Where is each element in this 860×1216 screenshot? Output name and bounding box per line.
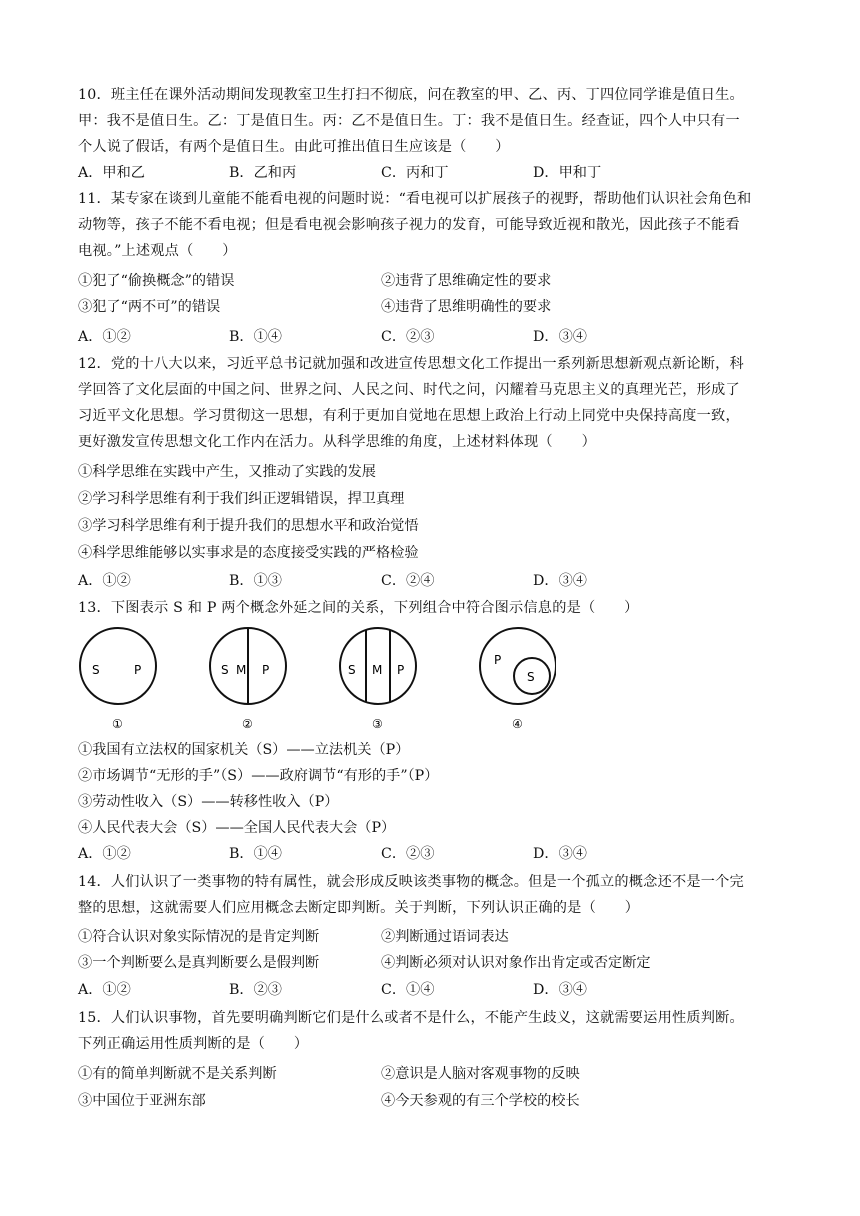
q12-stem-line-4: 更好激发宣传思想文化工作内在活力。从科学思维的角度，上述材料体现（ ） bbox=[78, 434, 596, 450]
q10-option-b[interactable]: B．乙和丙 bbox=[229, 165, 297, 181]
q14-option-a[interactable]: A．①② bbox=[78, 982, 131, 998]
q14-item-3: ③一个判断要么是真判断要么是假判断 bbox=[78, 955, 320, 971]
q15-item-1: ①有的简单判断就不是关系判断 bbox=[78, 1066, 277, 1082]
q13-item-3: ③劳动性收入（S）——转移性收入（P） bbox=[78, 794, 339, 810]
q10-option-a[interactable]: A．甲和乙 bbox=[78, 165, 145, 181]
q12-item-4: ④科学思维能够以实事求是的态度接受实践的严格检验 bbox=[78, 545, 419, 561]
q12-item-3: ③学习科学思维有利于提升我们的思想水平和政治觉悟 bbox=[78, 518, 419, 534]
q12-option-b[interactable]: B．①③ bbox=[229, 573, 282, 589]
q11-stem-line-3: 电视。”上述观点（ ） bbox=[78, 243, 237, 259]
q11-stem-line-1: 11．某专家在谈到儿童能不能看电视的问题时说：“看电视可以扩展孩子的视野，帮助他们认识社会角色和 bbox=[78, 191, 752, 207]
q15-item-4: ④今天参观的有三个学校的校长 bbox=[381, 1093, 580, 1109]
q14-item-1: ①符合认识对象实际情况的是肯定判断 bbox=[78, 929, 320, 945]
q15-item-3: ③中国位于亚洲东部 bbox=[78, 1093, 206, 1109]
diagram-4-label-p: P bbox=[494, 653, 502, 667]
diagram-1 bbox=[80, 628, 156, 731]
venn-diagram-figure bbox=[76, 624, 556, 732]
diagram-2-label-p: P bbox=[262, 663, 270, 677]
q14-item-2: ②判断通过语词表达 bbox=[381, 929, 509, 945]
q11-item-3: ③犯了“两不可”的错误 bbox=[78, 299, 221, 315]
q14-item-4: ④判断必须对认识对象作出肯定或否定断定 bbox=[381, 955, 651, 971]
q12-item-2: ②学习科学思维有利于我们纠正逻辑错误，捍卫真理 bbox=[78, 491, 405, 507]
q10-option-d[interactable]: D．甲和丁 bbox=[533, 165, 602, 181]
q13-stem-line-1: 13．下图表示 S 和 P 两个概念外延之间的关系，下列组合中符合图示信息的是（ ） bbox=[78, 600, 639, 616]
q12-stem-line-3: 习近平文化思想。学习贯彻这一思想，有利于更加自觉地在思想上政治上行动上同党中央保持高度一致， bbox=[78, 408, 740, 424]
diagram-3-number: ③ bbox=[372, 717, 383, 731]
q12-option-a[interactable]: A．①② bbox=[78, 573, 131, 589]
diagram-4-number: ④ bbox=[512, 717, 523, 731]
q13-item-1: ①我国有立法权的国家机关（S）——立法机关（P） bbox=[78, 742, 410, 758]
q11-item-4: ④违背了思维明确性的要求 bbox=[381, 299, 552, 315]
q15-stem-line-1: 15．人们认识事物，首先要明确判断它们是什么或者不是什么，不能产生歧义，这就需要运用性质判断。 bbox=[78, 1010, 744, 1026]
q10-option-c[interactable]: C．丙和丁 bbox=[381, 165, 449, 181]
diagram-2 bbox=[210, 628, 286, 731]
q11-option-a[interactable]: A．①② bbox=[78, 329, 131, 345]
q13-option-c[interactable]: C．②③ bbox=[381, 846, 435, 862]
q13-option-a[interactable]: A．①② bbox=[78, 846, 131, 862]
q12-option-c[interactable]: C．②④ bbox=[381, 573, 435, 589]
diagram-3-label-s: S bbox=[348, 663, 356, 677]
diagram-2-label-s: S bbox=[221, 663, 229, 677]
q11-option-d[interactable]: D．③④ bbox=[533, 329, 587, 345]
q11-stem-line-2: 动物等，孩子不能不看电视；但是看电视会影响孩子视力的发育，可能导致近视和散光，因此孩子不能看 bbox=[78, 217, 740, 233]
diagram-3 bbox=[340, 628, 416, 731]
diagram-2-number: ② bbox=[242, 717, 253, 731]
diagram-2-label-m: M bbox=[236, 663, 247, 677]
q12-stem-line-1: 12．党的十八大以来，习近平总书记就加强和改进宣传思想文化工作提出一系列新思想新观点新论断，科 bbox=[78, 356, 744, 372]
q10-stem-line-1: 10．班主任在课外活动期间发现教室卫生打扫不彻底，问在教室的甲、乙、丙、丁四位同学谁是值日生。 bbox=[78, 87, 744, 103]
q11-item-1: ①犯了“偷换概念”的错误 bbox=[78, 273, 235, 289]
q13-option-b[interactable]: B．①④ bbox=[229, 846, 282, 862]
q14-option-b[interactable]: B．②③ bbox=[229, 982, 282, 998]
q12-item-1: ①科学思维在实践中产生，又推动了实践的发展 bbox=[78, 464, 376, 480]
diagram-3-label-m: M bbox=[372, 663, 383, 677]
q11-item-2: ②违背了思维确定性的要求 bbox=[381, 273, 552, 289]
q11-option-b[interactable]: B．①④ bbox=[229, 329, 282, 345]
q14-option-d[interactable]: D．③④ bbox=[533, 982, 587, 998]
q14-stem-line-2: 整的思想，这就需要人们应用概念去断定即判断。关于判断，下列认识正确的是（ ） bbox=[78, 900, 640, 916]
q10-stem-line-2: 甲：我不是值日生。乙：丁是值日生。丙：乙不是值日生。丁：我不是值日生。经查证，四个人中只有一 bbox=[78, 113, 740, 129]
q10-stem-line-3: 个人说了假话，有两个是值日生。由此可推出值日生应该是（ ） bbox=[78, 139, 510, 155]
q13-item-2: ②市场调节“无形的手”（S）——政府调节“有形的手”（P） bbox=[78, 768, 439, 784]
q13-item-4: ④人民代表大会（S）——全国人民代表大会（P） bbox=[78, 820, 396, 836]
diagram-1-label-p: P bbox=[134, 663, 142, 677]
q13-option-d[interactable]: D．③④ bbox=[533, 846, 587, 862]
q12-stem-line-2: 学回答了文化层面的中国之问、世界之问、人民之问、时代之问，闪耀着马克思主义的真理光芒，形成了 bbox=[78, 382, 740, 398]
diagram-4 bbox=[480, 628, 556, 731]
diagram-1-number: ① bbox=[112, 717, 123, 731]
q14-option-c[interactable]: C．①④ bbox=[381, 982, 435, 998]
q12-option-d[interactable]: D．③④ bbox=[533, 573, 587, 589]
diagram-3-label-p: P bbox=[397, 663, 405, 677]
q11-option-c[interactable]: C．②③ bbox=[381, 329, 435, 345]
diagram-4-label-s: S bbox=[527, 670, 535, 684]
q15-stem-line-2: 下列正确运用性质判断的是（ ） bbox=[78, 1036, 309, 1052]
diagram-1-label-s: S bbox=[92, 663, 100, 677]
q14-stem-line-1: 14．人们认识了一类事物的特有属性，就会形成反映该类事物的概念。但是一个孤立的概念还不是一个完 bbox=[78, 874, 744, 890]
q15-item-2: ②意识是人脑对客观事物的反映 bbox=[381, 1066, 580, 1082]
